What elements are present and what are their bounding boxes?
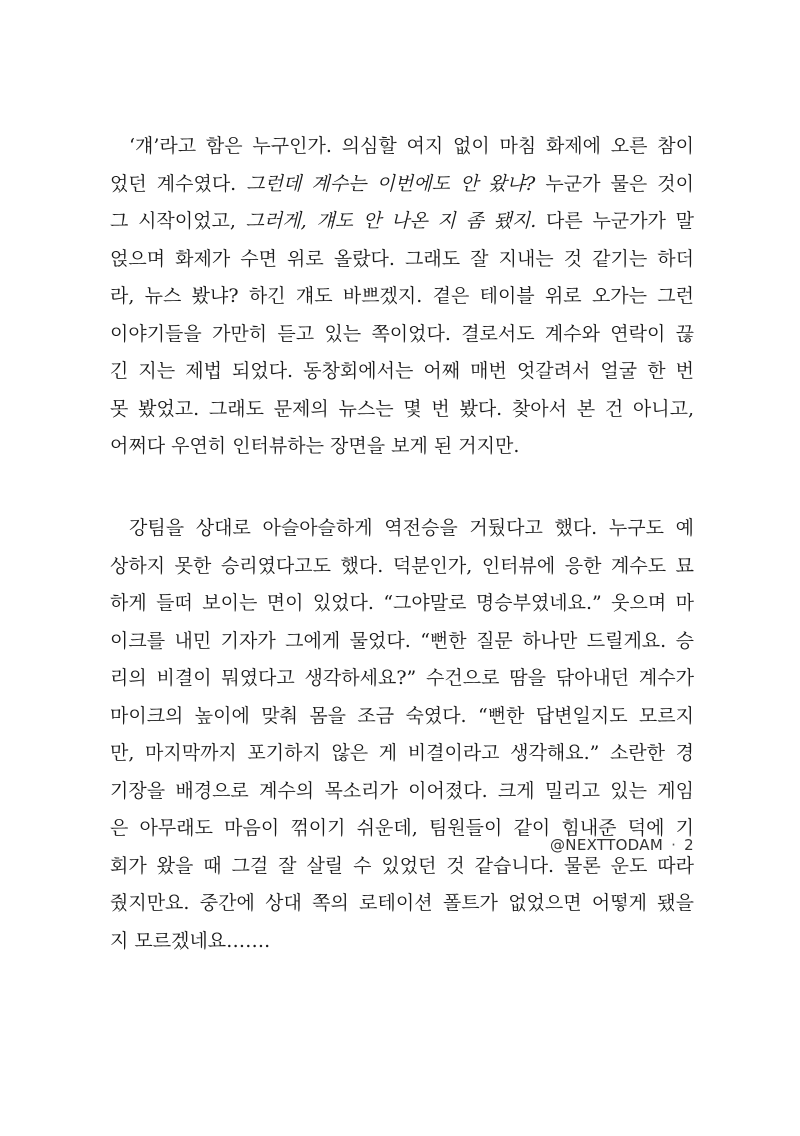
footer-separator: · — [671, 836, 677, 854]
text-segment: 그 시작이었고, — [110, 210, 246, 232]
text-line — [110, 353, 694, 391]
text-line — [110, 660, 694, 698]
text-line — [110, 166, 694, 204]
text-line — [110, 278, 694, 316]
text-segment: 라, 뉴스 봤냐? 하긴 걔도 바쁘겠지. 곁은 테이블 위로 오가는 그런 — [110, 285, 694, 307]
text-segment: 은 아무래도 마음이 꺾이기 쉬운데, 팀원들이 같이 힘내준 덕에 기 — [110, 817, 694, 839]
text-segment: ‘걔’라고 함은 누구인가. 의심할 여지 없이 마침 화제에 오른 참이 — [129, 135, 694, 157]
paragraph-1 — [110, 128, 694, 466]
paragraph-2 — [110, 510, 694, 960]
text-segment: 못 봤었고. 그래도 문제의 뉴스는 몇 번 봤다. 찾아서 본 건 아니고, — [110, 397, 694, 420]
text-segment: 줬지만요. 중간에 상대 쪽의 로테이션 폴트가 없었으면 어떻게 됐을 — [110, 892, 694, 914]
text-line — [110, 548, 694, 586]
text-segment: 얹으며 화제가 수면 위로 올랐다. 그래도 잘 지내는 것 같기는 하더 — [110, 247, 694, 270]
text-segment: 지 모르겠네요……. — [110, 929, 271, 952]
text-segment: 이크를 내민 기자가 그에게 물었다. “뻔한 질문 하나만 드릴게요. 승 — [110, 629, 694, 652]
page-footer — [550, 836, 694, 854]
text-line — [110, 885, 694, 923]
text-line — [110, 923, 694, 961]
text-line — [110, 428, 694, 466]
text-line — [110, 391, 694, 429]
text-segment: 누군가 물은 것이 — [535, 172, 694, 195]
page-number: 2 — [684, 836, 694, 854]
text-segment: 이야기들을 가만히 듣고 있는 쪽이었다. 결로서도 계수와 연락이 끊 — [110, 322, 694, 345]
text-segment: 었던 계수였다. — [110, 172, 247, 195]
text-segment: 마이크의 높이에 맞춰 몸을 조금 숙였다. “뻔한 답변일지도 모르지 — [110, 704, 694, 727]
text-line — [110, 510, 694, 548]
footer-handle: @NEXTTODAM — [550, 836, 664, 854]
text-segment: 회가 왔을 때 그걸 잘 살릴 수 있었던 것 같습니다. 물론 운도 따라 — [110, 854, 694, 877]
text-segment: 하게 들떠 보이는 면이 있었다. “그야말로 명승부였네요.” 웃으며 마 — [110, 592, 694, 614]
text-line — [110, 241, 694, 279]
text-line — [110, 623, 694, 661]
text-line — [110, 128, 694, 166]
text-segment: 상하지 못한 승리였다고도 했다. 덕분인가, 인터뷰에 응한 계수도 묘 — [110, 554, 694, 577]
text-line — [110, 585, 694, 623]
italic-dialogue: 그런데 계수는 이번에도 안 왔냐? — [246, 172, 536, 195]
text-segment: 기장을 배경으로 계수의 목소리가 이어졌다. 크게 밀리고 있는 게임 — [110, 779, 694, 802]
text-line — [110, 698, 694, 736]
text-line — [110, 773, 694, 811]
text-segment: 만, 마지막까지 포기하지 않은 게 비결이라고 생각해요.” 소란한 경 — [110, 742, 694, 764]
text-segment: 어쩌다 우연히 인터뷰하는 장면을 보게 된 거지만. — [110, 435, 520, 457]
italic-dialogue: 그러게, 걔도 안 나온 지 좀 됐지. — [245, 210, 537, 232]
text-segment: 긴 지는 제법 되었다. 동창회에서는 어째 매번 엇갈려서 얼굴 한 번 — [110, 360, 694, 382]
text-segment: 리의 비결이 뭐였다고 생각하세요?” 수건으로 땀을 닦아내던 계수가 — [110, 667, 694, 689]
text-segment: 다른 누군가가 말 — [536, 210, 694, 232]
text-line — [110, 316, 694, 354]
text-line — [110, 735, 694, 773]
text-segment: 강팀을 상대로 아슬아슬하게 역전승을 거뒀다고 했다. 누구도 예 — [129, 517, 694, 539]
text-line — [110, 203, 694, 241]
